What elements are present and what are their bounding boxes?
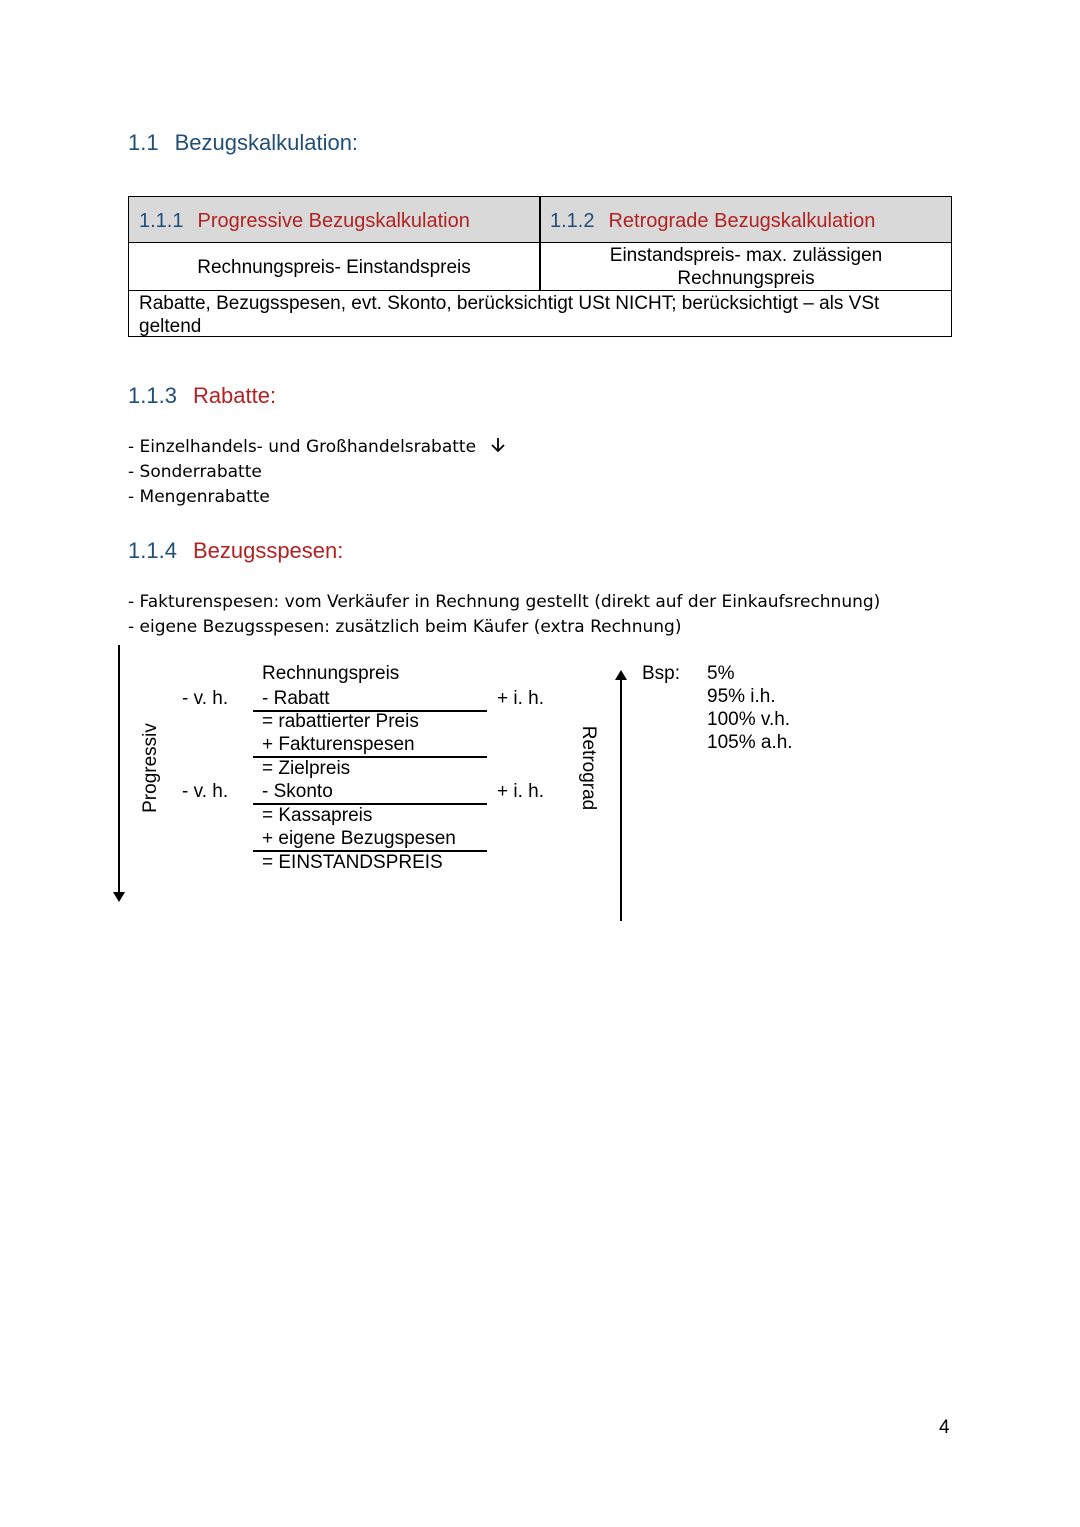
progressive-label: Progressiv xyxy=(140,723,161,813)
calc-line: = EINSTANDSPREIS xyxy=(262,852,443,873)
rabatte-number: 1.1.3 xyxy=(128,383,177,408)
calc-line: Rechnungspreis xyxy=(262,663,400,684)
section-heading xyxy=(128,130,374,156)
col2-desc-line2: Rechnungspreis xyxy=(677,268,815,289)
bezugsspesen-list xyxy=(128,590,880,640)
col2-number: 1.1.2 xyxy=(550,210,595,232)
example-value: 95% i.h. xyxy=(707,686,776,707)
list-item: - Einzelhandels- und Großhandelsrabatte xyxy=(128,435,507,460)
calc-line: - Skonto xyxy=(262,781,333,802)
col2-title: Retrograde Bezugskalkulation xyxy=(608,210,876,232)
example-value: 105% a.h. xyxy=(707,732,793,753)
col1-number: 1.1.1 xyxy=(139,210,184,232)
vh-label-1: - v. h. xyxy=(182,688,229,709)
list-item: - Mengenrabatte xyxy=(128,487,270,507)
comparison-table xyxy=(128,196,952,337)
section-number: 1.1 xyxy=(128,130,159,155)
page-number: 4 xyxy=(939,1417,950,1438)
col1-header xyxy=(139,210,470,233)
list-item: - eigene Bezugsspesen: zusätzlich beim Käufer (extra Rechnung) xyxy=(128,617,682,637)
progressive-arrow-line xyxy=(118,645,120,895)
bezugsspesen-number: 1.1.4 xyxy=(128,538,177,563)
col1-desc: Rechnungspreis- Einstandspreis xyxy=(197,257,471,278)
retrograde-label: Retrograd xyxy=(578,725,599,811)
ih-label-2: + i. h. xyxy=(497,781,544,802)
col2-desc xyxy=(540,244,952,290)
example-label: Bsp: xyxy=(642,663,681,684)
retrograde-arrow-line xyxy=(620,680,622,921)
up-arrow-icon xyxy=(613,668,629,682)
col1-title: Progressive Bezugskalkulation xyxy=(197,210,470,232)
ih-label-1: + i. h. xyxy=(497,688,544,709)
calc-line: = rabattierter Preis xyxy=(262,711,419,732)
rabatte-heading xyxy=(128,383,276,409)
calc-line: = Zielpreis xyxy=(262,758,351,779)
calc-line: - Rabatt xyxy=(262,688,330,709)
col2-desc-line1: Einstandspreis- max. zulässigen xyxy=(609,245,883,266)
list-item: - Fakturenspesen: vom Verkäufer in Rechnung gestellt (direkt auf der Einkaufsrechnung) xyxy=(128,592,881,612)
calc-line: + eigene Bezugspesen xyxy=(262,828,456,849)
section-title: Bezugskalkulation: xyxy=(174,130,359,155)
down-arrow-icon xyxy=(489,436,507,454)
calc-line: = Kassapreis xyxy=(262,805,373,826)
list-item: - Sonderrabatte xyxy=(128,462,262,482)
calc-line: + Fakturenspesen xyxy=(262,734,415,755)
rabatte-list xyxy=(128,435,507,510)
example-value: 5% xyxy=(707,663,735,684)
down-arrow-icon xyxy=(111,890,127,904)
rabatte-title: Rabatte: xyxy=(192,383,277,408)
vh-label-2: - v. h. xyxy=(182,781,229,802)
bezugsspesen-heading xyxy=(128,538,343,564)
col2-header xyxy=(550,210,875,233)
example-value: 100% v.h. xyxy=(707,709,791,730)
table-note: Rabatte, Bezugsspesen, evt. Skonto, berücksichtigt USt NICHT; berücksichtigt – als VSt geltend xyxy=(139,293,880,337)
bezugsspesen-title: Bezugsspesen: xyxy=(192,538,344,563)
